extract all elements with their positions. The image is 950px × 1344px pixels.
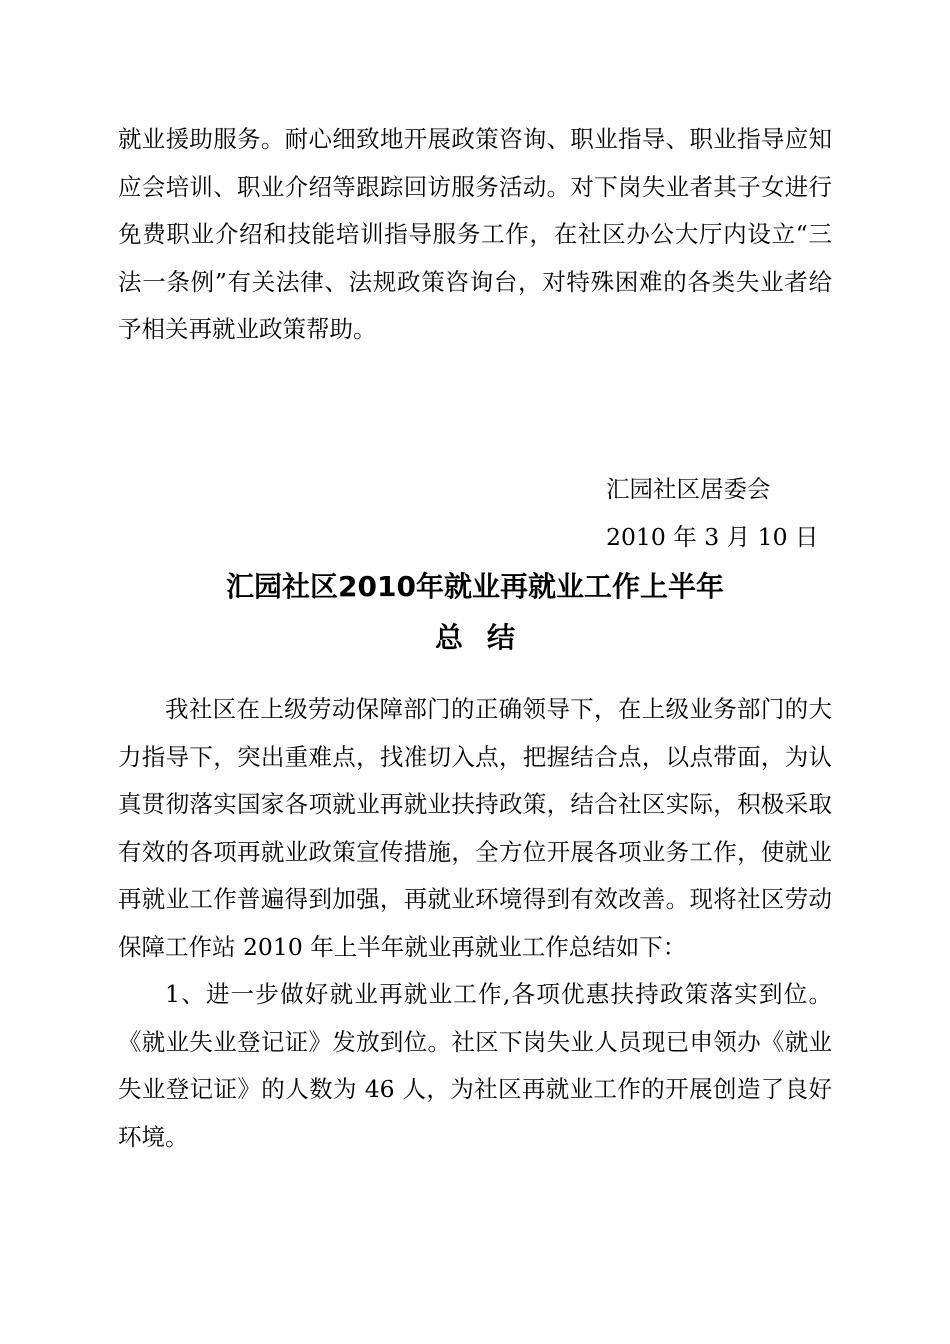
signature-date: 2010 年 3 月 10 日 <box>606 523 819 551</box>
document-title: 汇园社区2010年就业再就业工作上半年 <box>226 570 724 603</box>
body-paragraph-item-1: 1、进一步做好就业再就业工作,各项优惠扶持政策落实到位。《就业失业登记证》发放到位。社区下岗失业人员现已申领办《就业失业登记证》的人数为 46 人，为社区再就业工作的开展创造了良好环境。 <box>118 980 832 1151</box>
document-title-line2: 总结 <box>434 621 539 654</box>
body-paragraph-intro: 我社区在上级劳动保障部门的正确领导下，在上级业务部门的大力指导下，突出重难点，找准切入点，把握结合点，以点带面，为认真贯彻落实国家各项就业再就业扶持政策，结合社区实际，积极采取有效的各项再就业政策宣传措施，全方位开展各项业务工作，使就业再就业工作普遍得到加强，再就业环境得到有效改善。现将社区劳动保障工作站 2010 年上半年就业再就业工作总结如下： <box>118 695 832 961</box>
continued-paragraph: 就业援助服务。耐心细致地开展政策咨询、职业指导、职业指导应知应会培训、职业介绍等跟踪回访服务活动。对下岗失业者其子女进行免费职业介绍和技能培训指导服务工作，在社区办公大厅内设立“三法一条例”有关法律、法规政策咨询台，对特殊困难的各类失业者给予相关再就业政策帮助。 <box>118 125 832 343</box>
signature-organization: 汇园社区居委会 <box>606 475 771 503</box>
